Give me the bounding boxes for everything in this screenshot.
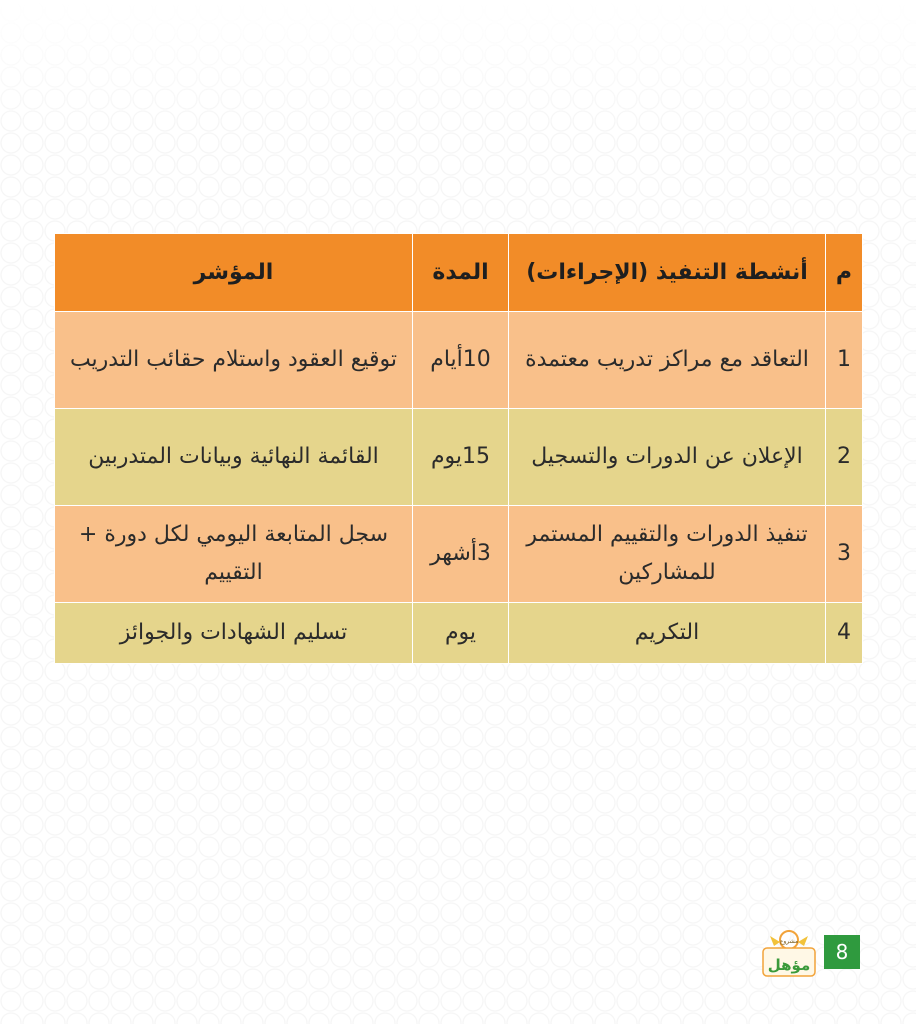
- row-indicator: سجل المتابعة اليومي لكل دورة + التقييم: [55, 506, 413, 603]
- row-index: 1: [826, 312, 863, 409]
- row-index: 2: [826, 409, 863, 506]
- row-indicator: تسليم الشهادات والجوائز: [55, 603, 413, 664]
- row-activity: التكريم: [509, 603, 826, 664]
- row-index: 4: [826, 603, 863, 664]
- row-activity: التعاقد مع مراكز تدريب معتمدة: [509, 312, 826, 409]
- header-activities: أنشطة التنفيذ (الإجراءات): [509, 234, 826, 312]
- activities-table: [54, 233, 863, 664]
- table-row: [55, 312, 863, 409]
- header-index: م: [826, 234, 863, 312]
- logo-graphic: [760, 928, 818, 978]
- table-row: [55, 603, 863, 664]
- row-duration: يوم: [413, 603, 509, 664]
- page-number-badge: 8: [824, 935, 860, 969]
- project-logo: [760, 928, 818, 978]
- header-duration: المدة: [413, 234, 509, 312]
- logo-text: مؤهل: [767, 956, 811, 974]
- row-activity: تنفيذ الدورات والتقييم المستمر للمشاركين: [509, 506, 826, 603]
- logo-small-text: مشروع: [779, 938, 799, 945]
- row-index: 3: [826, 506, 863, 603]
- table-row: [55, 506, 863, 603]
- row-duration: 15يوم: [413, 409, 509, 506]
- table-row: [55, 409, 863, 506]
- activities-table-container: [54, 233, 862, 664]
- row-activity: الإعلان عن الدورات والتسجيل: [509, 409, 826, 506]
- row-indicator: القائمة النهائية وبيانات المتدربين: [55, 409, 413, 506]
- row-indicator: توقيع العقود واستلام حقائب التدريب: [55, 312, 413, 409]
- row-duration: 3أشهر: [413, 506, 509, 603]
- row-duration: 10أيام: [413, 312, 509, 409]
- table-header-row: [55, 234, 863, 312]
- background-fade: [0, 0, 916, 130]
- header-indicator: المؤشر: [55, 234, 413, 312]
